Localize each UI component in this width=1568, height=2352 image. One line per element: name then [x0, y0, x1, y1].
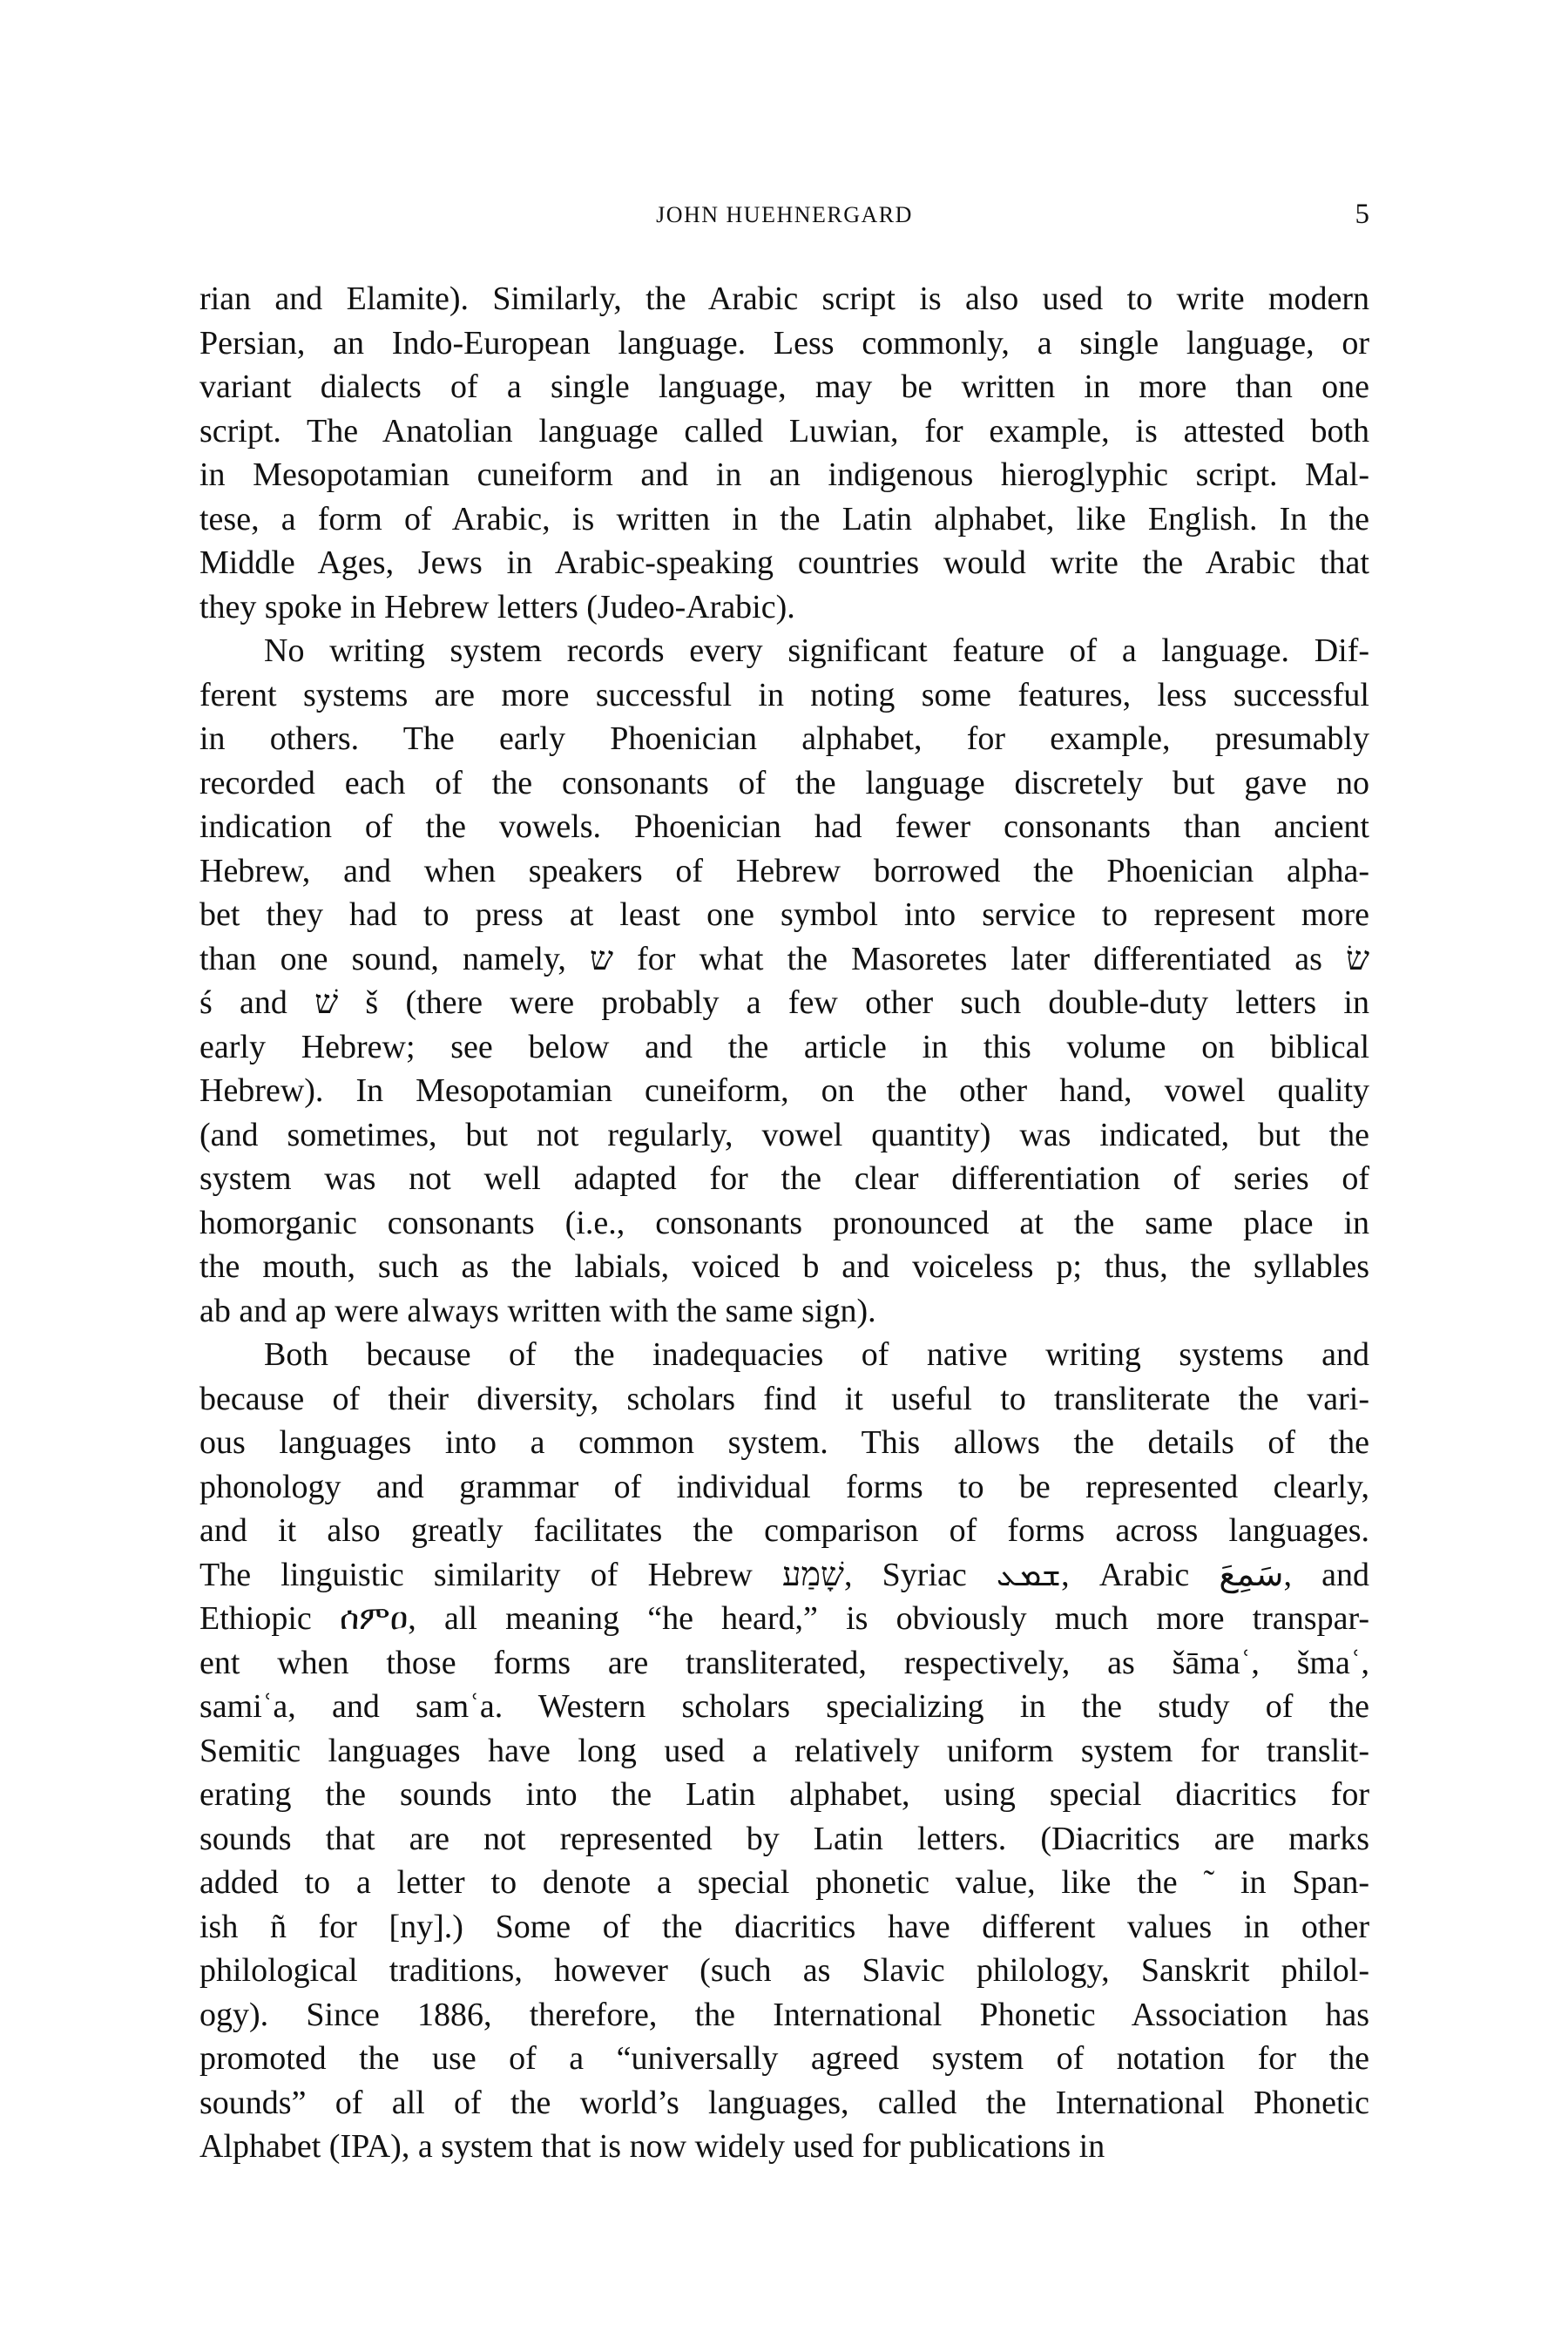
- paragraph: [199, 1333, 1369, 2169]
- text-line: and it also greatly facilitates the comparison of forms across languages.: [199, 1512, 1369, 1549]
- text-line: Ethiopic ሰምዐ, all meaning “he heard,” is obviously much more transpar-: [199, 1600, 1369, 1637]
- running-head: [199, 199, 1369, 237]
- text-line: homorganic consonants (i.e., consonants pronounced at the same place in: [199, 1204, 1369, 1241]
- text-line: bet they had to press at least one symbol into service to represent more: [199, 896, 1369, 933]
- text-line: Semitic languages have long used a relatively uniform system for translit-: [199, 1732, 1369, 1769]
- text-line: because of their diversity, scholars find it useful to transliterate the vari-: [199, 1380, 1369, 1417]
- text-line: sounds” of all of the world’s languages, called the International Phonetic: [199, 2084, 1369, 2121]
- text-line: Hebrew, and when speakers of Hebrew borrowed the Phoenician alpha-: [199, 852, 1369, 889]
- text-line: samiʿa, and samʿa. Western scholars specializing in the study of the: [199, 1688, 1369, 1725]
- text-line: in others. The early Phoenician alphabet, for example, presumably: [199, 720, 1369, 757]
- text-line: script. The Anatolian language called Luwian, for example, is attested both: [199, 412, 1369, 449]
- text-line: sounds that are not represented by Latin letters. (Diacritics are marks: [199, 1820, 1369, 1857]
- text-line: Both because of the inadequacies of native writing systems and: [264, 1336, 1369, 1373]
- text-line: added to a letter to denote a special phonetic value, like the ˜ in Span-: [199, 1864, 1369, 1901]
- body-text: [199, 277, 1369, 2169]
- text-line: in Mesopotamian cuneiform and in an indigenous hieroglyphic script. Mal-: [199, 456, 1369, 493]
- text-line: ogy). Since 1886, therefore, the International Phonetic Association has: [199, 1996, 1369, 2033]
- text-line: No writing system records every significant feature of a language. Dif-: [264, 632, 1369, 669]
- running-head-author: JOHN HUEHNERGARD: [656, 202, 913, 227]
- text-line: Hebrew). In Mesopotamian cuneiform, on the other hand, vowel quality: [199, 1072, 1369, 1109]
- text-line: promoted the use of a “universally agreed system of notation for the: [199, 2040, 1369, 2077]
- text-line: variant dialects of a single language, may be written in more than one: [199, 368, 1369, 405]
- text-line: erating the sounds into the Latin alphabet, using special diacritics for: [199, 1776, 1369, 1813]
- text-line: ś and שׁ š (there were probably a few other such double-duty letters in: [199, 984, 1369, 1021]
- text-line: Persian, an Indo-European language. Less commonly, a single language, or: [199, 324, 1369, 362]
- text-line: recorded each of the consonants of the language discretely but gave no: [199, 764, 1369, 801]
- text-line: ish ñ for [ny].) Some of the diacritics have different values in other: [199, 1908, 1369, 1945]
- text-line: philological traditions, however (such as Slavic philology, Sanskrit philol-: [199, 1952, 1369, 1989]
- text-line: ous languages into a common system. This allows the details of the: [199, 1424, 1369, 1461]
- paragraph: [199, 277, 1369, 629]
- text-line: Alphabet (IPA), a system that is now widely used for publications in: [199, 2128, 1105, 2165]
- text-line: indication of the vowels. Phoenician had fewer consonants than ancient: [199, 808, 1369, 845]
- text-line: tese, a form of Arabic, is written in the Latin alphabet, like English. In the: [199, 500, 1369, 537]
- text-line: The linguistic similarity of Hebrew שָׁמַע, Syriac ܫܡܥ, Arabic سَمِعَ, and: [199, 1556, 1370, 1593]
- text-line: ent when those forms are transliterated, respectively, as šāmaʿ, šmaʿ,: [199, 1644, 1369, 1681]
- text-line: phonology and grammar of individual forms to be represented clearly,: [199, 1468, 1369, 1505]
- text-line: (and sometimes, but not regularly, vowel quantity) was indicated, but the: [199, 1116, 1369, 1153]
- paragraph: [199, 629, 1369, 1333]
- text-line: the mouth, such as the labials, voiced b and voiceless p; thus, the syllables: [199, 1248, 1369, 1285]
- text-line: system was not well adapted for the clear differentiation of series of: [199, 1160, 1369, 1197]
- text-line: ab and ap were always written with the same sign).: [199, 1292, 876, 1329]
- page-number: 5: [1355, 199, 1369, 230]
- text-line: Middle Ages, Jews in Arabic-speaking countries would write the Arabic that: [199, 544, 1369, 581]
- text-line: early Hebrew; see below and the article in this volume on biblical: [199, 1028, 1369, 1065]
- text-line: rian and Elamite). Similarly, the Arabic script is also used to write modern: [199, 280, 1369, 317]
- text-line: than one sound, namely, ש for what the Masoretes later differentiated as שׂ: [199, 940, 1369, 977]
- text-line: ferent systems are more successful in noting some features, less successful: [199, 676, 1369, 713]
- text-line: they spoke in Hebrew letters (Judeo-Arabic).: [199, 588, 795, 625]
